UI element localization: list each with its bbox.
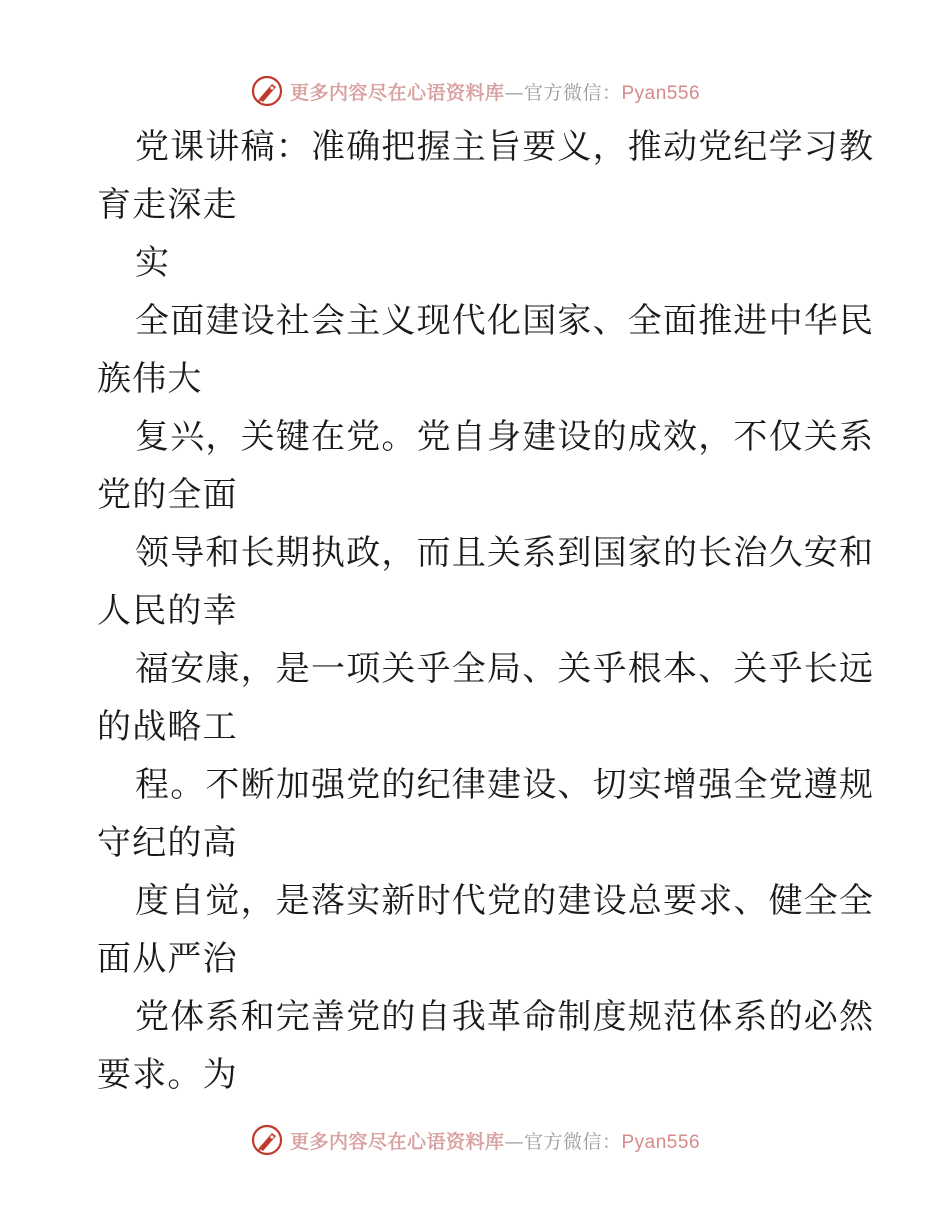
header-banner (0, 71, 950, 111)
body-line: 全面建设社会主义现代化国家、全面推进中华民 (135, 301, 875, 341)
body-line: 实 (135, 243, 171, 283)
banner-separator: — (504, 81, 524, 104)
body-line: 的战略工 (97, 707, 238, 747)
body-line: 人民的幸 (97, 591, 238, 631)
body-line: 程。不断加强党的纪律建设、切实增强全党遵规 (135, 765, 875, 805)
footer-banner (0, 1120, 950, 1160)
body-line: 党的全面 (97, 475, 238, 515)
body-line: 要求。为 (97, 1055, 238, 1095)
body-line: 党体系和完善党的自我革命制度规范体系的必然 (135, 997, 875, 1037)
document-body (97, 118, 875, 1104)
banner-main-text: 更多内容尽在心语资料库 (289, 1130, 505, 1153)
banner-main-text: 更多内容尽在心语资料库 (289, 81, 505, 104)
body-line: 领导和长期执政，而且关系到国家的长治久安和 (135, 533, 875, 573)
banner-wechat-id: Pyan556 (621, 1131, 701, 1153)
body-line: 复兴，关键在党。党自身建设的成效，不仅关系 (135, 417, 875, 457)
body-line: 福安康，是一项关乎全局、关乎根本、关乎长远 (135, 649, 875, 689)
pen-nib-logo-icon (250, 1123, 284, 1157)
footer-banner-text (290, 1127, 700, 1154)
header-banner-text (290, 78, 700, 105)
pen-nib-logo-icon (250, 74, 284, 108)
banner-separator: — (504, 1130, 524, 1153)
banner-wechat-label: 官方微信： (523, 1130, 622, 1153)
body-line: 守纪的高 (97, 823, 238, 863)
banner-wechat-label: 官方微信： (523, 81, 622, 104)
banner-wechat-id: Pyan556 (621, 82, 701, 104)
body-line: 育走深走 (97, 185, 238, 225)
body-line: 面从严治 (97, 939, 238, 979)
body-line: 党课讲稿：准确把握主旨要义，推动党纪学习教 (135, 127, 875, 167)
body-line: 度自觉，是落实新时代党的建设总要求、健全全 (135, 881, 875, 921)
body-line: 族伟大 (97, 359, 203, 399)
